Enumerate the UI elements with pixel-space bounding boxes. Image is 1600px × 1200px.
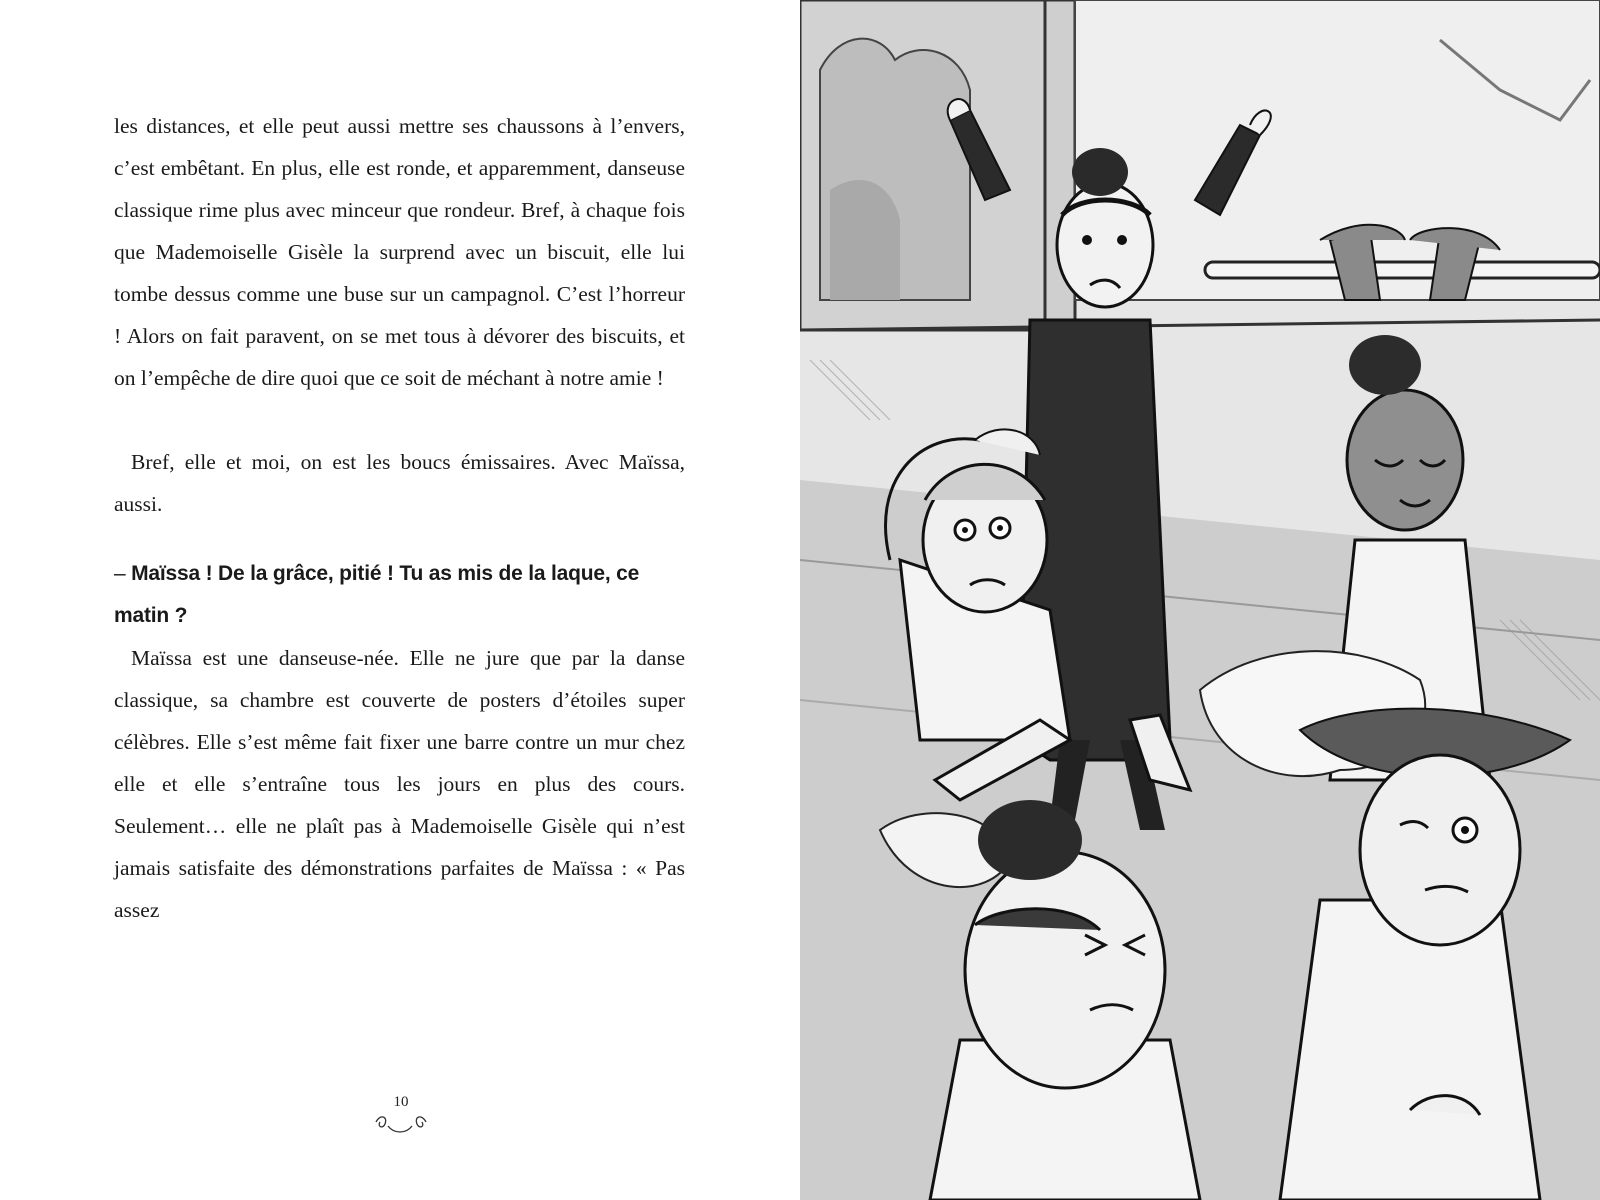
page-number: 10 [393,1094,409,1110]
paragraph-3: Maïssa est une danseuse-née. Elle ne jure que par la danse classique, sa chambre est couverte de posters d’étoiles super célèbres. Elle s’est même fait fixer une barre contre un mur chez elle et elle s’entraîne tous les jours en plus des cours. Seulement… elle ne plaît pas à Mademoiselle Gisèle qui n’est jamais satisfaite des démonstrations parfaites de Maïssa : « Pas assez [114,646,685,922]
illustration-page [800,0,1600,1200]
paragraph-2: Bref, elle et moi, on est les boucs émissaires. Avec Maïssa, aussi. [114,450,685,516]
page-number-ornament-icon [374,1112,428,1134]
paragraph-gap [114,399,685,441]
dialogue-text: Maïssa ! De la grâce, pitié ! Tu as mis de la laque, ce matin ? [114,562,640,627]
paragraph-1: les distances, et elle peut aussi mettre ses chaussons à l’envers, c’est embêtant. En plus, elle est ronde, et apparemment, danseuse classique rime plus avec minceur que rondeur. Bref, à chaque fois que Mademoiselle Gisèle la surprend avec un biscuit, elle lui tombe dessus comme une buse sur un campagnol. C’est l’horreur ! Alors on fait paravent, on se met tous à dévorer des biscuits, et on l’empêche de dire quoi que ce soit de méchant à notre amie ! [114,114,685,390]
dialogue-dash: – [114,562,132,585]
dialogue-line [114,553,685,637]
body-text [114,105,685,931]
ballet-class-illustration [800,0,1600,1200]
